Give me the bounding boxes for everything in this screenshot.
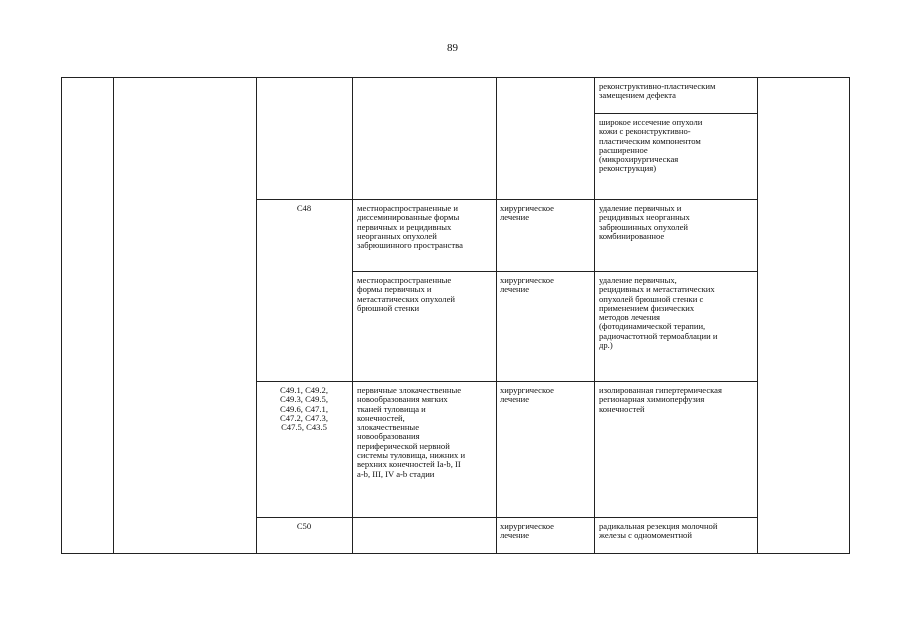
table-border-right [849, 77, 850, 553]
treatment-type-cell: хирургическое лечение [500, 386, 554, 405]
table-border-top [61, 77, 850, 78]
method-cell: широкое иссечение опухоли кожи с реконструктивно- пластическим компонентом расширенное (микрохирургическая реконструкция) [599, 118, 703, 174]
row-divider [352, 271, 758, 272]
icd-code-cell: С48 [296, 204, 312, 213]
icd-code-cell: C49.1, C49.2, C49.3, C49.5, C49.6, C47.1, C47.2, C47.3, C47.5, C43.5 [280, 386, 328, 433]
row-divider [256, 517, 758, 518]
row-divider [594, 113, 758, 114]
column-divider [594, 77, 595, 553]
patient-model-cell: местнораспространенные формы первичных и метастатических опухолей брюшной стенки [357, 276, 455, 313]
row-divider [256, 199, 758, 200]
treatment-type-cell: хирургическое лечение [500, 204, 554, 223]
method-cell: радикальная резекция молочной железы с одномоментной [599, 522, 718, 541]
method-cell: изолированная гипертермическая регионарная химиоперфузия конечностей [599, 386, 722, 414]
table-border-bottom [61, 553, 850, 554]
treatment-type-cell: хирургическое лечение [500, 276, 554, 295]
table-border-left [61, 77, 62, 553]
patient-model-cell: первичные злокачественные новообразования мягких тканей туловища и конечностей, злокачественные новообразования периферической нервной системы туловища, нижних и верхних конечностей Ia-b, II a-b, III, IV a-b стадии [357, 386, 466, 479]
column-divider [496, 77, 497, 553]
column-divider [352, 77, 353, 553]
treatment-type-cell: хирургическое лечение [500, 522, 554, 541]
method-cell: удаление первичных, рецидивных и метастатических опухолей брюшной стенки с применением физических методов лечения (фотодинамической терапии, радиочастотной термоаблации и др.) [599, 276, 718, 350]
icd-code-cell: C50 [296, 522, 312, 531]
method-cell: реконструктивно-пластическим замещением дефекта [599, 82, 716, 101]
patient-model-cell: местнораспространенные и диссеминированные формы первичных и рецидивных неорганных опухолей забрюшинного пространства [357, 204, 463, 251]
column-divider [256, 77, 257, 553]
column-divider [757, 77, 758, 553]
row-divider [256, 381, 758, 382]
method-cell: удаление первичных и рецидивных неорганных забрюшинных опухолей комбинированное [599, 204, 690, 241]
page-number: 89 [447, 42, 458, 54]
column-divider [113, 77, 114, 553]
